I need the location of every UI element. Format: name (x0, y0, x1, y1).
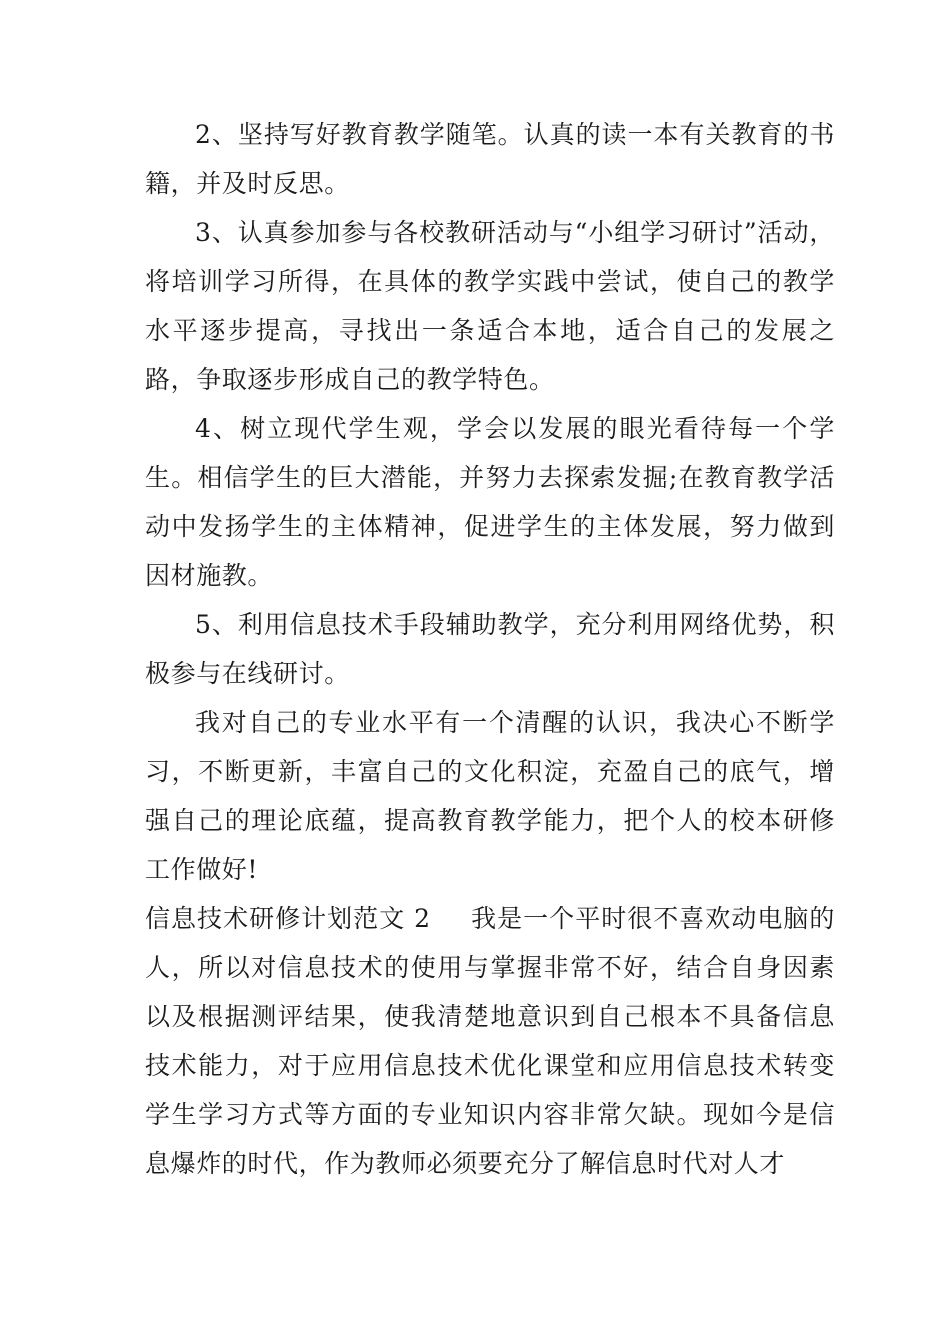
paragraph-item-3: 3、认真参加参与各校教研活动与“小组学习研讨”活动，将培训学习所得，在具体的教学实践中尝试，使自己的教学水平逐步提高，寻找出一条适合本地，适合自己的发展之路，争取逐步形成自己的教学特色。 (145, 218, 835, 394)
section-title: 信息技术研修计划范文 2 (145, 904, 431, 933)
section-body: 我是一个平时很不喜欢动电脑的人，所以对信息技术的使用与掌握非常不好，结合自身因素以及根据测评结果，使我清楚地意识到自己根本不具备信息技术能力，对于应用信息技术优化课堂和应用信息技术转变学生学习方式等方面的专业知识内容非常欠缺。现如今是信息爆炸的时代，作为教师必须要充分了解信息时代对人才 (145, 904, 835, 1178)
paragraph-item-5: 5、利用信息技术手段辅助教学，充分利用网络优势，积极参与在线研讨。 (145, 610, 835, 688)
paragraph-item-2: 2、坚持写好教育教学随笔。认真的读一本有关教育的书籍，并及时反思。 (145, 120, 835, 198)
document-body (145, 110, 835, 1188)
paragraph-conclusion: 我对自己的专业水平有一个清醒的认识，我决心不断学习，不断更新，丰富自己的文化积淀，充盈自己的底气，增强自己的理论底蕴，提高教育教学能力，把个人的校本研修工作做好! (145, 708, 835, 884)
paragraph-item-4: 4、树立现代学生观，学会以发展的眼光看待每一个学生。相信学生的巨大潜能，并努力去探索发掘;在教育教学活动中发扬学生的主体精神，促进学生的主体发展，努力做到因材施教。 (145, 414, 835, 590)
section-paragraph (145, 894, 835, 1188)
